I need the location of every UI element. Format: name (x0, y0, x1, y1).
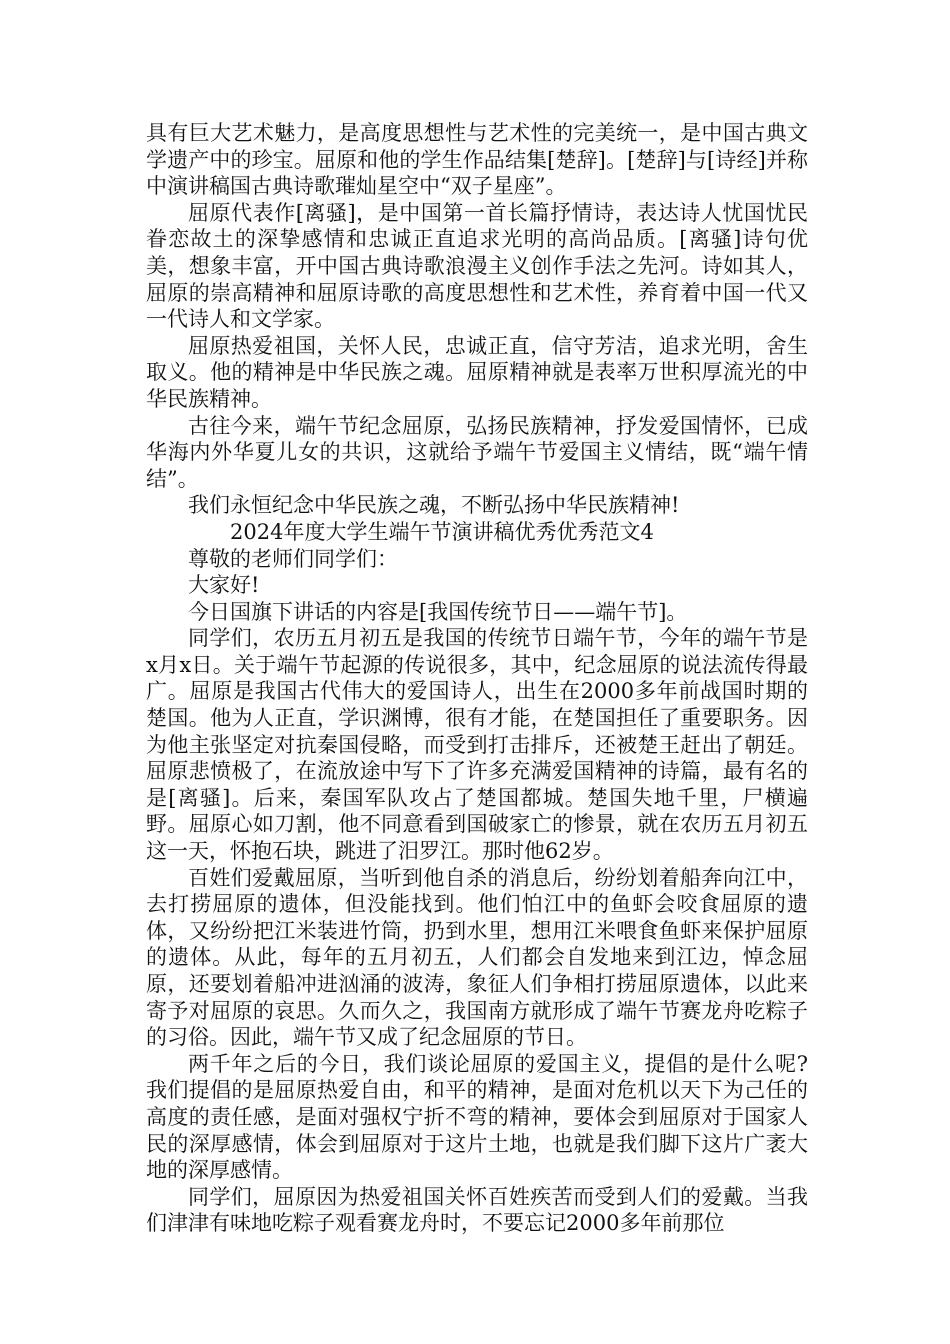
paragraph-closing-remark: 我们永恒纪念中华民族之魂，不断弘扬中华民族精神! (188, 493, 680, 518)
paragraph-final: 同学们，屈原因为热爱祖国关怀百姓疾苦而受到人们的爱戴。当我们津津有味地吃粽子观看赛龙舟时，不要忘记2000多年前那位 (146, 1184, 808, 1236)
paragraph-continued-intro: 具有巨大艺术魅力，是高度思想性与艺术性的完美统一，是中国古典文学遗产中的珍宝。屈原和他的学生作品结集[楚辞]。[楚辞]与[诗经]并称中演讲稿国古典诗歌璀灿星空中“双子星座”。 (146, 121, 808, 199)
section-heading: 2024年度大学生端午节演讲稿优秀优秀范文4 (230, 519, 654, 544)
document-body (146, 120, 808, 1237)
paragraph-origin-story: 同学们，农历五月初五是我国的传统节日端午节，今年的端午节是x月x日。关于端午节起源的传说很多，其中，纪念屈原的说法流传得最广。屈原是我国古代伟大的爱国诗人，出生在2000多年前战国时期的楚国。他为人正直，学识渊博，很有才能，在楚国担任了重要职务。因为他主张坚定对抗秦国侵略，而受到打击排斥，还被楚王赶出了朝廷。屈原悲愤极了，在流放途中写下了许多充满爱国精神的诗篇，最有名的是[离骚]。后来，秦国军队攻占了楚国都城。楚国失地千里，尸横遍野。屈原心如刀割，他不同意看到国破家亡的惨景，就在农历五月初五这一天，怀抱石块，跳进了汨罗江。那时他62岁。 (146, 626, 808, 864)
paragraph-salutation: 尊敬的老师们同学们： (188, 546, 398, 571)
paragraph-topic: 今日国旗下讲话的内容是[我国传统节日——端午节]。 (188, 599, 688, 624)
paragraph-patriotism: 两千年之后的今日，我们谈论屈原的爱国主义，提倡的是什么呢?我们提倡的是屈原热爱自由，和平的精神，是面对危机以天下为己任的高度的责任感，是面对强权宁折不弯的精神，要体会到屈原对于国家人民的深厚感情，体会到屈原对于这片土地，也就是我们脚下这片广袤大地的深厚感情。 (146, 1051, 808, 1183)
paragraph-quyuan-spirit: 屈原热爱祖国，关怀人民，忠诚正直，信守芳洁，追求光明，舍生取义。他的精神是中华民族之魂。屈原精神就是表率万世积厚流光的中华民族精神。 (146, 333, 808, 411)
paragraph-people-mourn: 百姓们爱戴屈原，当听到他自杀的消息后，纷纷划着船奔向江中，去打捞屈原的遗体，但没能找到。他们怕江中的鱼虾会咬食屈原的遗体，又纷纷把江米装进竹筒，扔到水里，想用江米喂食鱼虾来保护屈原的遗体。从此，每年的五月初五，人们都会自发地来到江边，悼念屈原，还要划着船冲进汹涌的波涛，象征人们争相打捞屈原遗体，以此来寄予对屈原的哀思。久而久之，我国南方就形成了端午节赛龙舟吃粽子的习俗。因此，端午节又成了纪念屈原的节日。 (146, 865, 808, 1050)
paragraph-lisao: 屈原代表作[离骚]，是中国第一首长篇抒情诗，表达诗人忧国忧民眷恋故土的深挚感情和忠诚正直追求光明的高尚品质。[离骚]诗句优美，想象丰富，开中国古典诗歌浪漫主义创作手法之先河。诗如其人，屈原的崇高精神和屈原诗歌的高度思想性和艺术性，养育着中国一代又一代诗人和文学家。 (146, 200, 808, 332)
paragraph-greeting: 大家好! (188, 573, 260, 598)
paragraph-duanwu-complex: 古往今来，端午节纪念屈原，弘扬民族精神，抒发爱国情怀，已成华海内外华夏儿女的共识，这就给予端午节爱国主义情结，既“端午情结”。 (146, 413, 808, 491)
